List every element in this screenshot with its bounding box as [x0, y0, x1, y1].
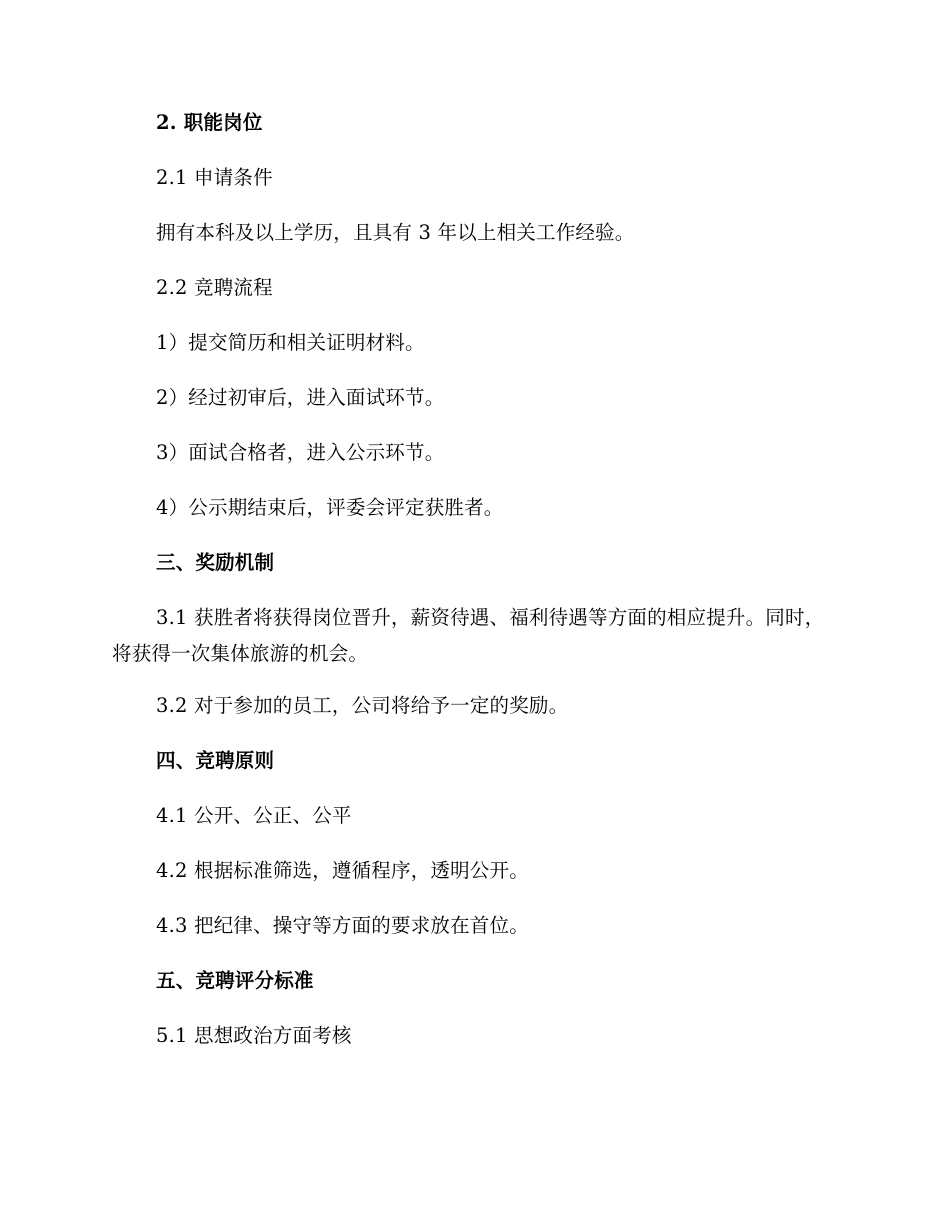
- paragraph-requirements: 拥有本科及以上学历，且具有 3 年以上相关工作经验。: [156, 221, 635, 244]
- subsection-competition-process: 2.2 竞聘流程: [156, 276, 273, 299]
- process-step-3: 3）面试合格者，进入公示环节。: [156, 441, 445, 464]
- section-heading-reward-mechanism: 三、奖励机制: [156, 551, 275, 574]
- process-step-2: 2）经过初审后，进入面试环节。: [156, 386, 445, 409]
- scoring-5-1: 5.1 思想政治方面考核: [156, 1024, 352, 1047]
- subsection-application-conditions: 2.1 申请条件: [156, 166, 273, 189]
- section-heading-functional-positions: 2. 职能岗位: [156, 111, 263, 134]
- principle-4-2: 4.2 根据标准筛选，遵循程序，透明公开。: [156, 859, 529, 882]
- document-body: [112, 108, 840, 1076]
- principle-4-1: 4.1 公开、公正、公平: [156, 804, 352, 827]
- section-heading-scoring-standards: 五、竞聘评分标准: [156, 969, 314, 992]
- principle-4-3: 4.3 把纪律、操守等方面的要求放在首位。: [156, 914, 529, 937]
- process-step-4: 4）公示期结束后，评委会评定获胜者。: [156, 496, 504, 519]
- section-heading-principles: 四、竞聘原则: [156, 749, 275, 772]
- paragraph-reward-3-1: 3.1 获胜者将获得岗位晋升，薪资待遇、福利待遇等方面的相应提升。同时，将获得一次集体旅游的机会。: [112, 606, 825, 665]
- process-step-1: 1）提交简历和相关证明材料。: [156, 331, 425, 354]
- paragraph-reward-3-2: 3.2 对于参加的员工，公司将给予一定的奖励。: [156, 694, 569, 717]
